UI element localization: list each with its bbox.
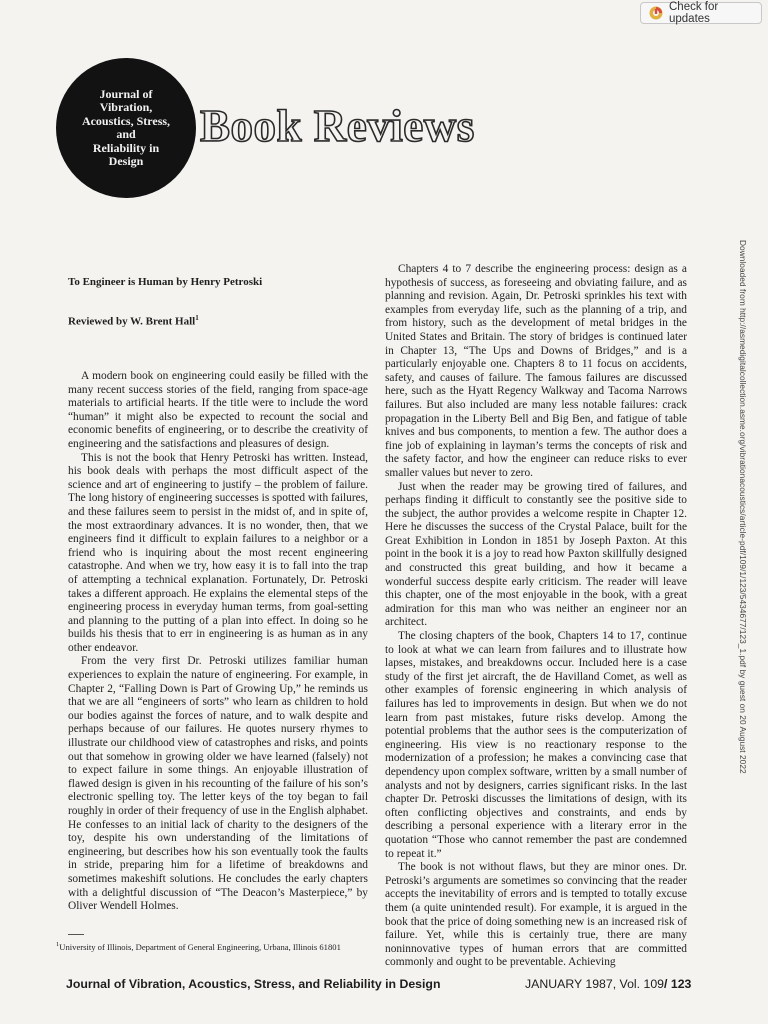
journal-line: Acoustics, Stress,: [81, 113, 171, 128]
article-title: To Engineer is Human by Henry Petroski: [68, 276, 263, 288]
footnote-number: 1: [56, 941, 60, 948]
footer-journal-name: Journal of Vibration, Acoustics, Stress, and Reliability in Design: [66, 977, 441, 991]
journal-line: Design: [108, 154, 144, 168]
footnote: [56, 940, 368, 952]
footnote-divider: [68, 934, 84, 935]
journal-line: Journal of: [99, 86, 153, 101]
section-title: Book Reviews: [200, 101, 475, 151]
journal-line: Reliability in: [92, 140, 160, 155]
check-for-updates-button[interactable]: [640, 2, 762, 24]
footer-issue: [525, 977, 691, 991]
paragraph: Chapters 4 to 7 describe the engineering process: design as a hypothesis of success, as foreseeing and obviating failure, and as planning and revision. Again, Dr. Petroski sprinkles his text with examples from everyday life, such as the planning of a trip, and from history, such as the development of metal bridges in the United States and Britain. The story of bridges is continued later in Chapter 13, “The Ups and Downs of Bridges,” and is a particularly enjoyable one. Chapters 8 to 11 focus on accidents, safety, and causes of failure. The famous failures are discussed here, such as the Hyatt Regency Walkway and Tacoma Narrows failures. But also included are many less notable failures: crack propagation in the Liberty Bell and Big Ben, and fatigue of table knives and bus components, to mention a few. The author does a fine job of explaining in layman’s terms the concepts of risk and the safety factor, and how the engineer can reduce risks to ever smaller values but never to zero.: [385, 263, 687, 479]
footnote-text: University of Illinois, Department of General Engineering, Urbana, Illinois 61801: [59, 941, 341, 952]
paragraph: The book is not without flaws, but they are minor ones. Dr. Petroski’s arguments are sometimes so convincing that the reader accepts the inevitability of errors and is tempted to totally excuse them (a quite unintended result). For example, it is argued in the book that the price of doing something new is an increased risk of failure. Yet, while this is certainly true, there are many noninnovative types of human errors that are committed commonly and ought to be preventable. Achieving: [385, 861, 687, 969]
paragraph: The closing chapters of the book, Chapters 14 to 17, continue to look at what we can learn from failures and to illustrate how lapses, mistakes, and breakdowns occur. Included here is a case study of the first jet aircraft, the de Havilland Comet, as well as other examples of forensic engineering in which analysis of failures has led to improvements in design. But when we do not learn from past mistakes, future risks develop. Among the potential problems that the author sees is the computerization of engineering. His view is no reactionary response to the modernization of a profession; he makes a convincing case that dependency upon complex software, written by a small number of analysts and not by designers, carries significant risks. In the last chapter Dr. Petroski discusses the limitations of design, with its often conflicting objectives and constraints, and ends by describing a personal experience with a literary error in the quotation “Those who cannot remember the past are condemned to repeat it.”: [385, 630, 687, 860]
crossmark-icon: [649, 6, 663, 20]
paragraph: From the very first Dr. Petroski utilizes familiar human experiences to explain the nature of engineering. For example, in Chapter 2, “Falling Down is Part of Growing Up,” he reminds us that we are all “engineers of sorts” who learn as children to hold our bodies against the forces of nature, and to walk despite and perhaps because of our failures. He quotes nursery rhymes to illustrate our childhood view of catastrophes and risks, and points out that somehow in growing older we have learned (falsely) not to expect failure in some things. An enjoyable illustration of flawed design is given in his recounting of the failure of his son’s electronic spelling toy. The letter keys of the toy began to fail roughly in order of their frequency of use in the English alphabet. He confesses to an initial lack of charity to the designers of the toy, despite his own understanding of the limitations of engineering, but describes how his son eventually took the faults in stride, preparing him for a lifetime of breakdowns and sometimes makeshift solutions. He concludes the early chapters with a delightful discussion of “The Deacon’s Masterpiece,” by Oliver Wendell Holmes.: [68, 655, 368, 913]
footnote-marker: 1: [195, 314, 199, 322]
journal-logo: [56, 58, 196, 198]
left-column: [68, 370, 368, 914]
paragraph: This is not the book that Henry Petroski has written. Instead, his book deals with perhaps the most difficult aspect of the science and art of engineering to justify – the problem of failure. The long history of engineering successes is spotted with failures, and these failures seem to persist in the midst of, and in spite of, the most extraordinary advances. It is no wonder, then, that we engineers find it difficult to explain failures to a neighbor or a friend who is inquiring about the most recent engineering catastrophe. And when we try, how easy it is to fall into the trap of attempting a technical explanation. Fortunately, Dr. Petroski takes a different approach. He explains the elemental steps of the engineering process in everyday human terms, from goal-setting and planning to the putting of a plan into effect. In doing so he builds his thesis that to err in engineering is as human as in any other endeavor.: [68, 451, 368, 654]
download-note: Downloaded from http://asmedigitalcollection.asme.org/vibrationacoustics/article-pdf/109/1/123/5434677/123_1.pdf by guest on 20 August 2022: [738, 240, 748, 774]
journal-line: and: [116, 127, 136, 141]
check-for-updates-label: Check for updates: [669, 1, 719, 25]
reviewer-line: [68, 314, 199, 328]
paragraph: Just when the reader may be growing tired of failures, and perhaps finding it difficult to constantly see the positive side to the subject, the author provides a welcome respite in Chapter 12. Here he discusses the success of the Crystal Palace, built for the Great Exhibition in London in 1851 by Joseph Paxton. At this point in the book it is a joy to read how Paxton skillfully designed and constructed this great building, and how it became a wonderful success despite early criticism. The reader will leave this chapter, one of the most enjoyable in the book, with a great admiration for this man who was neither an engineer nor an architect.: [385, 480, 687, 629]
reviewer-name: Reviewed by W. Brent Hall: [68, 315, 196, 328]
footer-page-number: / 123: [664, 977, 692, 991]
right-column: [385, 263, 687, 970]
paragraph: A modern book on engineering could easily be filled with the many recent success stories of the field, ranging from space-age materials to artificial hearts. If the title were to include the word “human” it might also be expected to recount the social and economic benefits of engineering, or to describe the creativity of engineering and the satisfactions and pleasures of design.: [68, 370, 368, 450]
footer-issue-text: JANUARY 1987, Vol. 109: [525, 977, 665, 991]
journal-line: Vibration,: [99, 100, 153, 114]
